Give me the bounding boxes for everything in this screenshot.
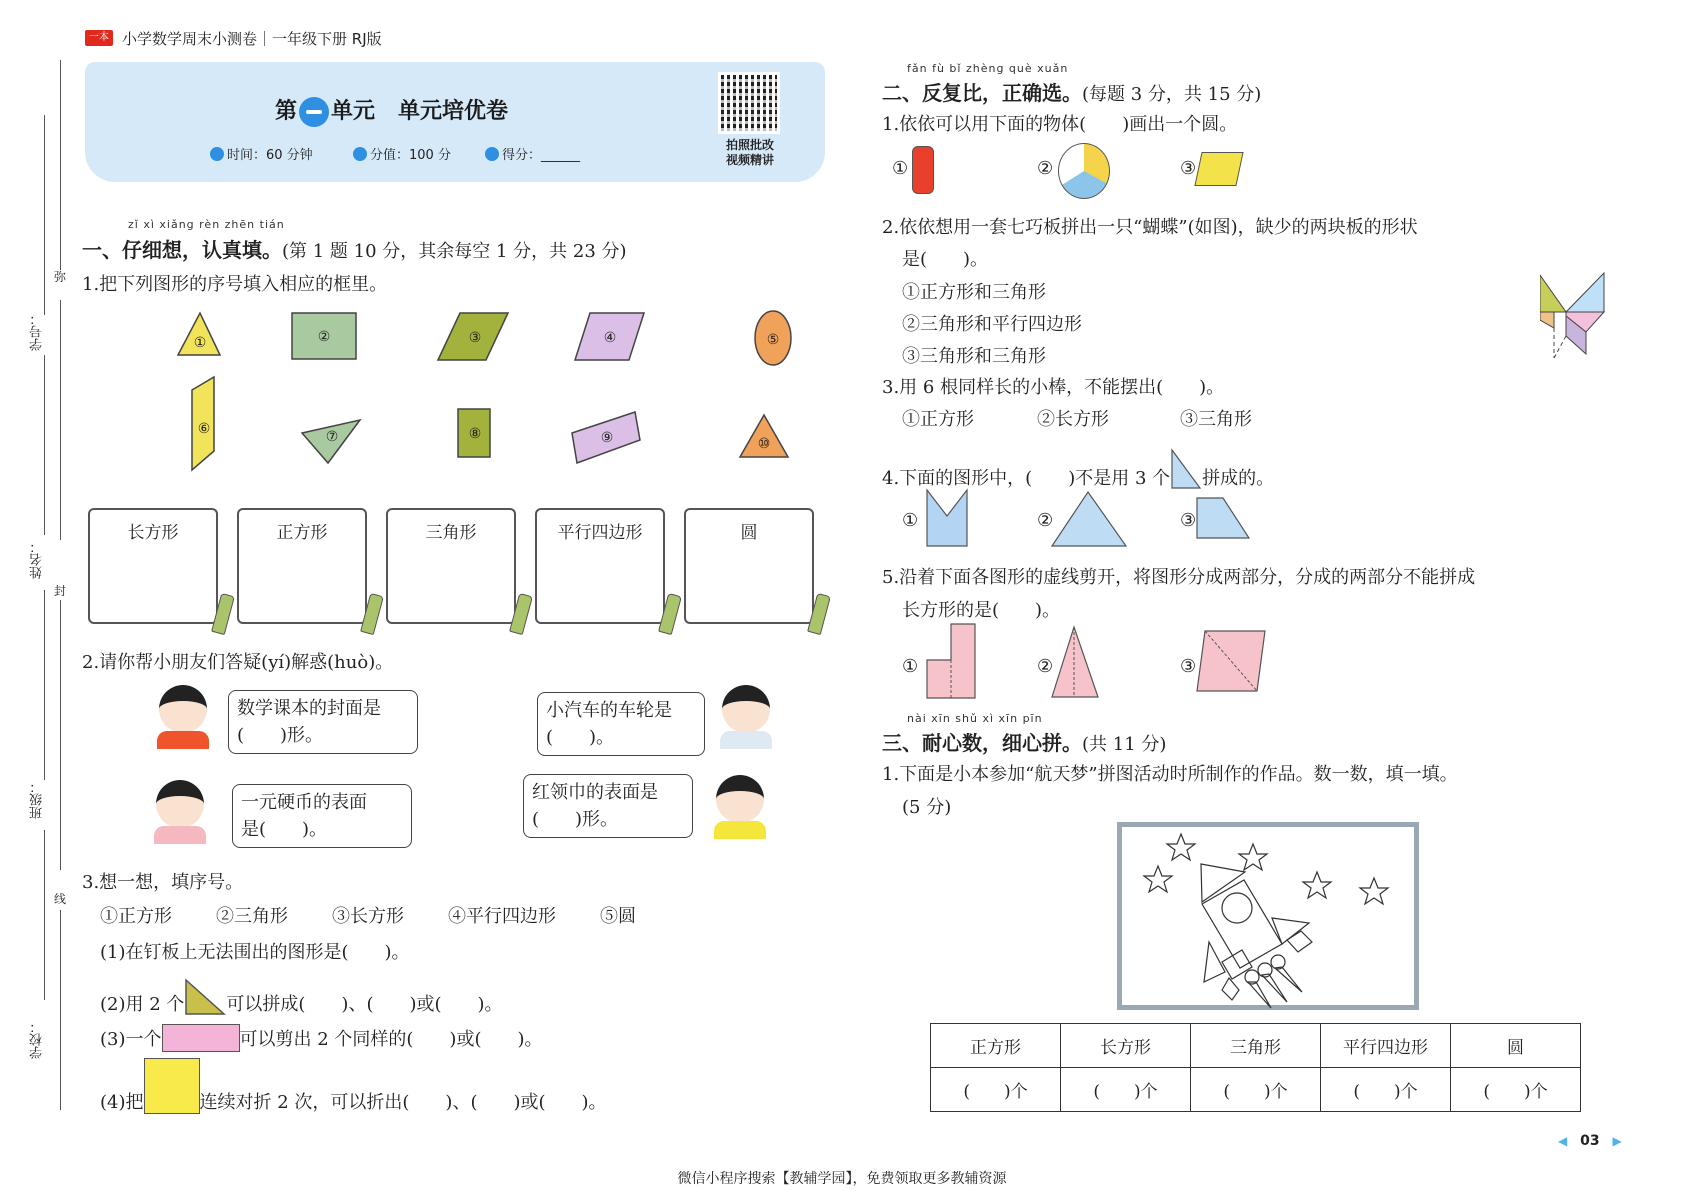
class-label: 班级： bbox=[30, 780, 45, 819]
section2-note: (每题 3 分，共 15 分) bbox=[1082, 84, 1262, 105]
shapes-figure bbox=[170, 305, 830, 485]
banner-prefix: 第 bbox=[275, 99, 298, 124]
bubble-line: 数学课本的封面是 bbox=[237, 698, 381, 719]
field-line bbox=[44, 115, 45, 315]
q2-5-opt1: ① bbox=[902, 656, 919, 677]
page-number: 03 bbox=[1580, 1133, 1600, 1149]
bubble-line: ( )。 bbox=[546, 727, 615, 748]
sub4-pre: (4)把 bbox=[100, 1092, 144, 1113]
score-label: 分值：100 分 bbox=[370, 148, 451, 163]
table-header: 三角形 bbox=[1191, 1024, 1321, 1068]
box-triangle[interactable] bbox=[386, 508, 516, 624]
table-header-row bbox=[931, 1024, 1581, 1068]
page-indicator bbox=[1558, 1133, 1622, 1149]
q2-1-opt1: ① bbox=[892, 158, 909, 179]
bubble-line: 小汽车的车轮是 bbox=[546, 700, 672, 721]
q3-1-score: (5 分) bbox=[902, 797, 952, 818]
field-line bbox=[44, 590, 45, 780]
l-shape-figure bbox=[925, 622, 977, 700]
binding-line bbox=[60, 910, 61, 1110]
q2-3-opt2: ②长方形 bbox=[1037, 409, 1109, 430]
q2-1-text: 1.依依可以用下面的物体( )画出一个圆。 bbox=[882, 114, 1238, 135]
score-info bbox=[353, 144, 451, 163]
next-page-icon[interactable]: ▶ bbox=[1612, 1134, 1622, 1148]
category-boxes bbox=[88, 508, 814, 624]
answer-cell[interactable]: ( )个 bbox=[1191, 1068, 1321, 1112]
bubble-line: 一元硬币的表面 bbox=[241, 792, 367, 813]
blue-triangle-icon bbox=[1170, 448, 1202, 490]
q2-1-opt3: ③ bbox=[1180, 158, 1197, 179]
qr-caption-line2: 视频精讲 bbox=[725, 153, 774, 167]
q2-3-opt1: ①正方形 bbox=[902, 409, 974, 430]
m-shape-figure bbox=[925, 488, 969, 548]
parallelogram-figure bbox=[1195, 629, 1267, 693]
q2-2-line1: 2.依依想用一套七巧板拼出一只“蝴蝶”(如图)，缺少的两块板的形状 bbox=[882, 217, 1418, 238]
box-circle[interactable] bbox=[684, 508, 814, 624]
soda-can-icon bbox=[912, 146, 934, 194]
section1-title-text: 一、仔细想，认真填。 bbox=[82, 238, 282, 262]
sub2-pre: (2)用 2 个 bbox=[100, 994, 185, 1015]
q1-2-text: 2.请你帮小朋友们答疑(yí)解惑(huò)。 bbox=[82, 652, 394, 673]
boy-avatar bbox=[718, 685, 774, 749]
pencil-mascot-icon bbox=[658, 593, 682, 635]
box-label: 圆 bbox=[740, 523, 758, 543]
q1-3-sub3 bbox=[100, 1024, 542, 1052]
boy-avatar bbox=[155, 685, 211, 749]
q2-5-line1: 5.沿着下面各图形的虚线剪开，将图形分成两部分，分成的两部分不能拼成 bbox=[882, 567, 1476, 588]
pencil-mascot-icon bbox=[211, 593, 235, 635]
sub3-pre: (3)一个 bbox=[100, 1029, 162, 1050]
q2-3-opt3: ③三角形 bbox=[1180, 409, 1252, 430]
volleyball-icon bbox=[1058, 143, 1110, 199]
option: ②三角形 bbox=[216, 906, 288, 927]
sub4-post: 连续对折 2 次，可以折出( )、( )或( )。 bbox=[199, 1092, 607, 1113]
option: ④平行四边形 bbox=[448, 906, 556, 927]
alarm-clock-icon bbox=[210, 147, 224, 161]
q2-3-text: 3.用 6 根同样长的小棒，不能摆出( )。 bbox=[882, 377, 1225, 398]
binding-mark: 弥 bbox=[54, 270, 67, 284]
trapezoid-figure bbox=[1195, 496, 1251, 540]
field-line bbox=[44, 355, 45, 535]
table-row bbox=[931, 1068, 1581, 1112]
answer-cell[interactable]: ( )个 bbox=[1061, 1068, 1191, 1112]
option: ①正方形 bbox=[100, 906, 172, 927]
school-label: 学校： bbox=[30, 1020, 45, 1059]
brand-logo: 一本 bbox=[85, 30, 113, 46]
q1-3-text: 3.想一想，填序号。 bbox=[82, 872, 244, 893]
q2-2-opt2: ②三角形和平行四边形 bbox=[902, 314, 1082, 335]
svg-text:⑥: ⑥ bbox=[197, 421, 211, 437]
q2-2-opt1: ①正方形和三角形 bbox=[902, 282, 1046, 303]
box-label: 三角形 bbox=[425, 523, 477, 543]
table-header: 正方形 bbox=[931, 1024, 1061, 1068]
award-ribbon-icon bbox=[353, 147, 367, 161]
q1-3-sub4 bbox=[100, 1058, 607, 1114]
q2-4-opt1: ① bbox=[902, 510, 919, 531]
rocket-picture-frame bbox=[1117, 822, 1419, 1010]
table-header: 圆 bbox=[1451, 1024, 1581, 1068]
qr-code[interactable] bbox=[718, 72, 780, 134]
q2-4-text bbox=[882, 448, 1274, 490]
speech-bubble bbox=[523, 774, 693, 838]
box-label: 平行四边形 bbox=[557, 523, 643, 543]
big-triangle-figure bbox=[1050, 490, 1128, 548]
target-icon bbox=[485, 147, 499, 161]
girl-avatar bbox=[712, 775, 768, 839]
section1-note: (第 1 题 10 分，其余每空 1 分，共 23 分) bbox=[282, 241, 627, 262]
section1-pinyin: zǐ xì xiǎng rèn zhēn tián bbox=[128, 218, 285, 231]
right-triangle-icon bbox=[184, 978, 226, 1016]
bubble-line: 红领巾的表面是 bbox=[532, 782, 658, 803]
binding-line bbox=[60, 600, 61, 870]
svg-text:⑨: ⑨ bbox=[600, 430, 614, 446]
binding-line bbox=[60, 60, 61, 270]
girl-avatar bbox=[152, 780, 208, 844]
binding-mark: 线 bbox=[54, 892, 67, 906]
qr-caption bbox=[715, 138, 785, 168]
q1-3-sub1: (1)在钉板上无法围出的图形是( )。 bbox=[100, 942, 410, 963]
pencil-mascot-icon bbox=[807, 593, 831, 635]
q1-3-sub2 bbox=[100, 978, 503, 1016]
pink-rectangle-icon bbox=[162, 1024, 240, 1052]
binding-line bbox=[60, 300, 61, 540]
option: ⑤圆 bbox=[600, 906, 636, 927]
q2-4-opt3: ③ bbox=[1180, 510, 1197, 531]
got-info bbox=[485, 144, 580, 163]
svg-text:⑧: ⑧ bbox=[468, 426, 482, 442]
q2-4-post: 拼成的。 bbox=[1202, 468, 1275, 489]
banner-title bbox=[275, 94, 508, 127]
unit-banner bbox=[85, 62, 825, 182]
section2-pinyin: fǎn fù bǐ zhèng què xuǎn bbox=[907, 62, 1069, 75]
table-header: 平行四边形 bbox=[1321, 1024, 1451, 1068]
q2-4-opt2: ② bbox=[1037, 510, 1054, 531]
svg-text:⑦: ⑦ bbox=[325, 429, 339, 445]
option: ③长方形 bbox=[332, 906, 404, 927]
sub2-post: 可以拼成( )、( )或( )。 bbox=[226, 994, 503, 1015]
bubble-line: 是( )。 bbox=[241, 819, 328, 840]
banner-title-text: 单元 单元培优卷 bbox=[331, 99, 508, 124]
svg-text:③: ③ bbox=[468, 330, 482, 346]
q2-5-opt3: ③ bbox=[1180, 656, 1197, 677]
section3-title bbox=[882, 727, 1166, 756]
series-title: 小学数学周末小测卷｜一年级下册 RJ版 bbox=[122, 30, 382, 48]
time-info bbox=[210, 144, 313, 163]
speech-bubble bbox=[537, 692, 705, 756]
q2-4-pre: 4.下面的图形中，( )不是用 3 个 bbox=[882, 468, 1171, 489]
student-name-label: 姓名： bbox=[30, 540, 45, 579]
box-square[interactable] bbox=[237, 508, 367, 624]
box-label: 长方形 bbox=[127, 523, 179, 543]
q3-1-text: 1.下面是小本参加“航天梦”拼图活动时所制作的作品。数一数，填一填。 bbox=[882, 764, 1458, 785]
got-label: 得分：______ bbox=[502, 148, 581, 163]
section3-pinyin: nài xīn shǔ xì xīn pīn bbox=[907, 712, 1043, 725]
section2-title bbox=[882, 77, 1261, 106]
qr-caption-line1: 拍照批改 bbox=[725, 138, 774, 152]
time-label: 时间：60 分钟 bbox=[227, 148, 313, 163]
section1-title bbox=[82, 234, 627, 263]
box-label: 正方形 bbox=[276, 523, 328, 543]
section3-note: (共 11 分) bbox=[1082, 734, 1167, 755]
field-line bbox=[44, 830, 45, 1000]
q1-1-text: 1.把下列图形的序号填入相应的框里。 bbox=[82, 274, 388, 295]
box-rectangle[interactable] bbox=[88, 508, 218, 624]
q2-2-line2: 是( )。 bbox=[902, 249, 989, 270]
box-parallelogram[interactable] bbox=[535, 508, 665, 624]
svg-text:②: ② bbox=[317, 329, 331, 345]
pencil-mascot-icon bbox=[509, 593, 533, 635]
svg-text:⑩: ⑩ bbox=[757, 436, 771, 452]
footer-promo: 微信小程序搜索【教辅学园】，免费领取更多教辅资源 bbox=[677, 1171, 1007, 1187]
bubble-line: ( )形。 bbox=[237, 725, 324, 746]
bubble-line: ( )形。 bbox=[532, 809, 619, 830]
binding-mark: 封 bbox=[54, 584, 67, 598]
unit-number-badge-icon bbox=[299, 97, 329, 127]
q1-3-options bbox=[100, 902, 636, 928]
q2-1-opt2: ② bbox=[1037, 158, 1054, 179]
svg-text:①: ① bbox=[193, 335, 207, 351]
svg-text:⑤: ⑤ bbox=[766, 332, 780, 348]
prev-page-icon[interactable]: ◀ bbox=[1558, 1134, 1568, 1148]
svg-text:④: ④ bbox=[603, 330, 617, 346]
answer-cell[interactable]: ( )个 bbox=[1451, 1068, 1581, 1112]
q2-5-opt2: ② bbox=[1037, 656, 1054, 677]
tangram-butterfly-figure bbox=[1540, 270, 1620, 370]
sub3-post: 可以剪出 2 个同样的( )或( )。 bbox=[239, 1029, 543, 1050]
tissue-box-icon bbox=[1194, 152, 1243, 186]
section3-title-text: 三、耐心数，细心拼。 bbox=[882, 731, 1082, 755]
shape-count-table bbox=[930, 1023, 1581, 1112]
yellow-square-icon bbox=[144, 1058, 200, 1114]
pencil-mascot-icon bbox=[360, 593, 384, 635]
speech-bubble bbox=[228, 690, 418, 754]
q2-5-line2: 长方形的是( )。 bbox=[902, 600, 1061, 621]
table-header: 长方形 bbox=[1061, 1024, 1191, 1068]
isoceles-triangle-figure bbox=[1050, 625, 1100, 699]
answer-cell[interactable]: ( )个 bbox=[931, 1068, 1061, 1112]
q2-2-opt3: ③三角形和三角形 bbox=[902, 346, 1046, 367]
speech-bubble bbox=[232, 784, 412, 848]
answer-cell[interactable]: ( )个 bbox=[1321, 1068, 1451, 1112]
student-id-label: 学号： bbox=[30, 312, 45, 351]
section2-title-text: 二、反复比，正确选。 bbox=[882, 81, 1082, 105]
